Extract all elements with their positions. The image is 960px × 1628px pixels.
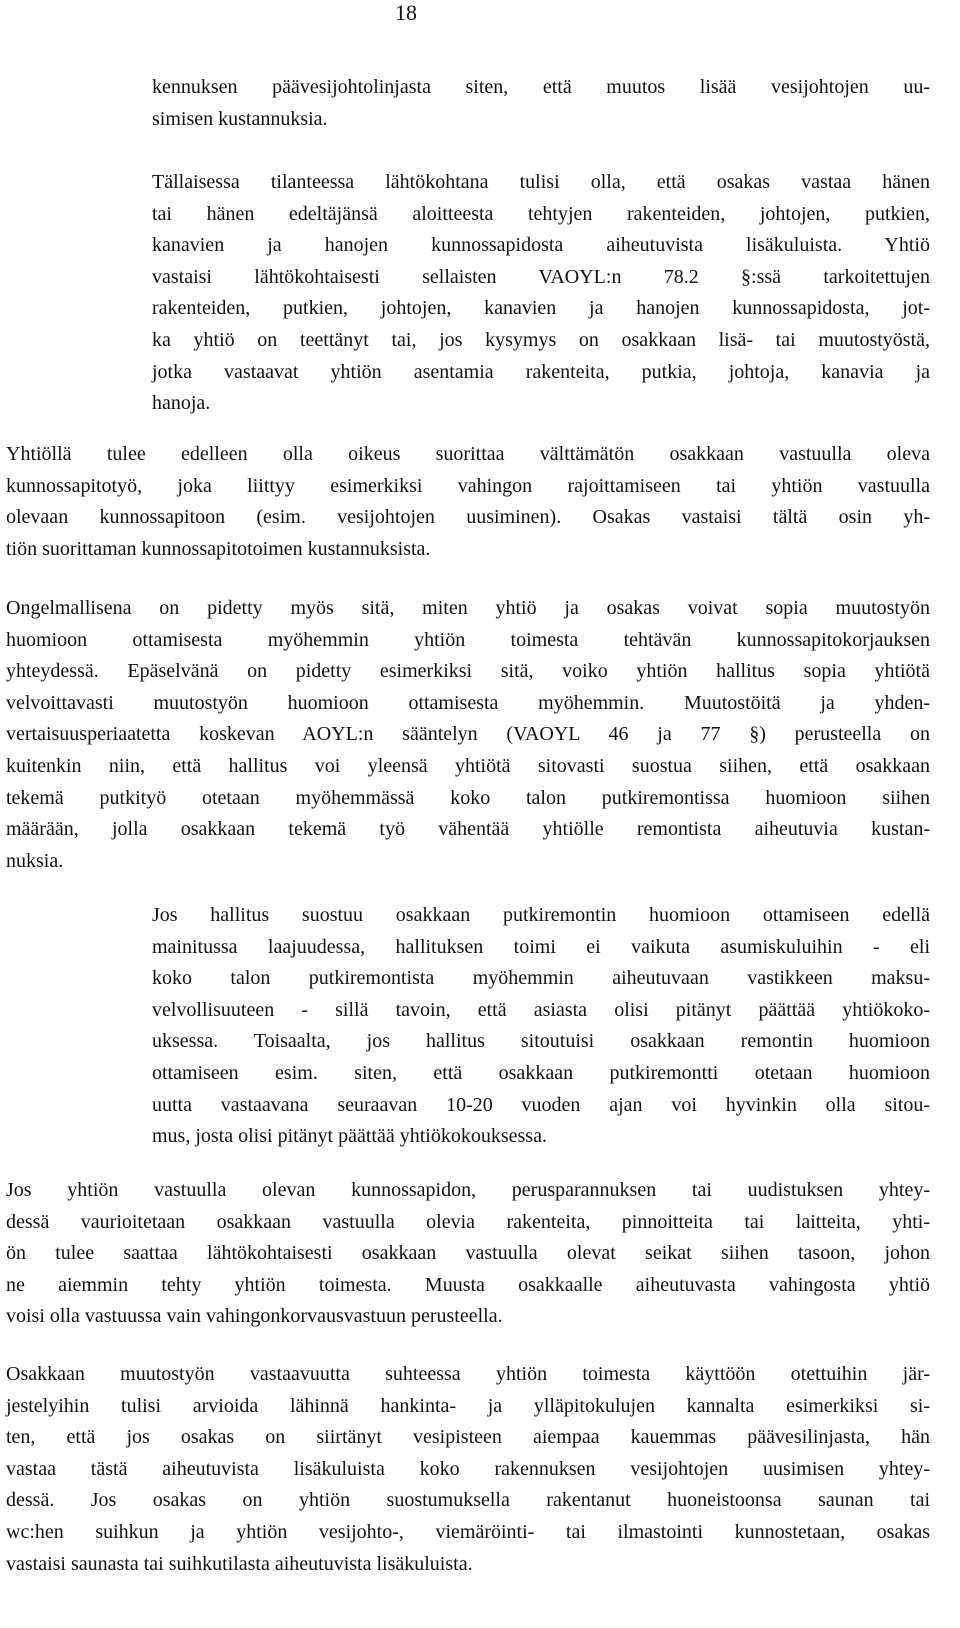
text-line: wc:hen suihkun ja yhtiön vesijohto-, viemäröinti- tai ilmastointi kunnostetaan, osakas	[6, 1520, 930, 1543]
text-line: tekemä putkityö otetaan myöhemmässä koko talon putkiremontissa huomioon siihen	[6, 786, 930, 809]
text-line: nuksia.	[6, 849, 64, 872]
text-line: Jos yhtiön vastuulla olevan kunnossapidon, perusparannuksen tai uudistuksen yhtey-	[6, 1179, 930, 1201]
text-line: tai hänen edeltäjänsä aloitteesta tehtyjen rakenteiden, johtojen, putkien,	[152, 202, 930, 225]
text-line: simisen kustannuksia.	[152, 107, 328, 130]
paragraph-1	[152, 72, 930, 135]
text-line: kennuksen päävesijohtolinjasta siten, että muutos lisää vesijohtojen uu-	[152, 76, 930, 98]
text-line: ottamiseen esim. siten, että osakkaan putkiremontti otetaan huomioon	[152, 1061, 930, 1084]
text-line: Jos hallitus suostuu osakkaan putkiremontin huomioon ottamiseen edellä	[152, 904, 930, 926]
text-line: voisi olla vastuussa vain vahingonkorvausvastuun perusteella.	[6, 1305, 503, 1328]
page-number: 18	[395, 0, 417, 25]
text-line: velvoittavasti muutostyön huomioon ottamisesta myöhemmin. Muutostöitä ja yhden-	[6, 691, 930, 714]
text-line: ka yhtiö on teettänyt tai, jos kysymys on osakkaan lisä- tai muutostyöstä,	[152, 328, 930, 351]
text-line: Tällaisessa tilanteessa lähtökohtana tulisi olla, että osakas vastaa hänen	[152, 171, 930, 193]
text-line: olevaan kunnossapitoon (esim. vesijohtojen uusiminen). Osakas vastaisi tältä osin yh-	[6, 506, 930, 529]
text-line: Osakkaan muutostyön vastaavuutta suhteessa yhtiön toimesta käyttöön otettuihin jär-	[6, 1363, 930, 1385]
text-line: kanavien ja hanojen kunnossapidosta aiheutuvista lisäkuluista. Yhtiö	[152, 234, 930, 257]
text-line: vastaisi saunasta tai suihkutilasta aiheutuvista lisäkuluista.	[6, 1552, 473, 1575]
text-line: yhteydessä. Epäselvänä on pidetty esimerkiksi sitä, voiko yhtiön hallitus sopia yhtiötä	[6, 660, 930, 683]
text-line: dessä vaurioitetaan osakkaan vastuulla olevia rakenteita, pinnoitteita tai laitteita, yhti-	[6, 1210, 930, 1233]
text-line: uutta vastaavana seuraavan 10-20 vuoden ajan voi hyvinkin olla sitou-	[152, 1093, 930, 1116]
text-line: huomioon ottamisesta myöhemmin yhtiön toimesta tehtävän kunnossapitokorjauksen	[6, 628, 930, 651]
text-line: vastaisi lähtökohtaisesti sellaisten VAOYL:n 78.2 §:ssä tarkoitettujen	[152, 265, 930, 288]
paragraph-6	[6, 1175, 930, 1333]
text-line: Ongelmallisena on pidetty myös sitä, miten yhtiö ja osakas voivat sopia muutostyön	[6, 597, 930, 619]
paragraph-2	[152, 167, 930, 420]
text-line: uksessa. Toisaalta, jos hallitus sitoutuisi osakkaan remontin huomioon	[152, 1030, 930, 1053]
text-line: jotka vastaavat yhtiön asentamia rakenteita, putkia, johtoja, kanavia ja	[152, 360, 930, 383]
text-line: ten, että jos osakas on siirtänyt vesipisteen aiempaa kauemmas päävesilinjasta, hän	[6, 1426, 930, 1449]
text-line: kunnossapitotyö, joka liittyy esimerkiksi vahingon rajoittamiseen tai yhtiön vastuulla	[6, 474, 930, 497]
text-line: velvollisuuteen - sillä tavoin, että asiasta olisi pitänyt päättää yhtiökoko-	[152, 998, 930, 1021]
text-line: koko talon putkiremontista myöhemmin aiheutuvaan vastikkeen maksu-	[152, 967, 930, 990]
text-line: ne aiemmin tehty yhtiön toimesta. Muusta osakkaalle aiheutuvasta vahingosta yhtiö	[6, 1273, 930, 1296]
text-line: dessä. Jos osakas on yhtiön suostumuksella rakentanut huoneistoonsa saunan tai	[6, 1489, 930, 1512]
text-line: tiön suorittaman kunnossapitotoimen kustannuksista.	[6, 537, 431, 560]
text-line: jestelyihin tulisi arvioida lähinnä hankinta- ja ylläpitokulujen kannalta esimerkiksi si-	[6, 1394, 930, 1417]
text-line: kuitenkin niin, että hallitus voi yleensä yhtiötä sitovasti suostua siihen, että osakkaan	[6, 754, 930, 777]
text-line: rakenteiden, putkien, johtojen, kanavien ja hanojen kunnossapidosta, jot-	[152, 297, 930, 320]
paragraph-5	[152, 900, 930, 1153]
text-line: hanoja.	[152, 392, 211, 415]
paragraph-7	[6, 1359, 930, 1580]
paragraph-4	[6, 593, 930, 877]
text-line: Yhtiöllä tulee edelleen olla oikeus suorittaa välttämätön osakkaan vastuulla oleva	[6, 443, 930, 465]
paragraph-3	[6, 439, 930, 565]
text-line: mus, josta olisi pitänyt päättää yhtiökokouksessa.	[152, 1125, 547, 1148]
text-line: ön tulee saattaa lähtökohtaisesti osakkaan vastuulla olevat seikat siihen tasoon, johon	[6, 1242, 930, 1265]
text-line: vastaa tästä aiheutuvista lisäkuluista koko rakennuksen vesijohtojen uusimisen yhtey-	[6, 1457, 930, 1480]
text-line: vertaisuusperiaatetta koskevan AOYL:n sääntelyn (VAOYL 46 ja 77 §) perusteella on	[6, 723, 930, 746]
text-line: mainitussa laajuudessa, hallituksen toimi ei vaikuta asumiskuluihin - eli	[152, 935, 930, 958]
text-line: määrään, jolla osakkaan tekemä työ vähentää yhtiölle remontista aiheutuvia kustan-	[6, 818, 930, 841]
